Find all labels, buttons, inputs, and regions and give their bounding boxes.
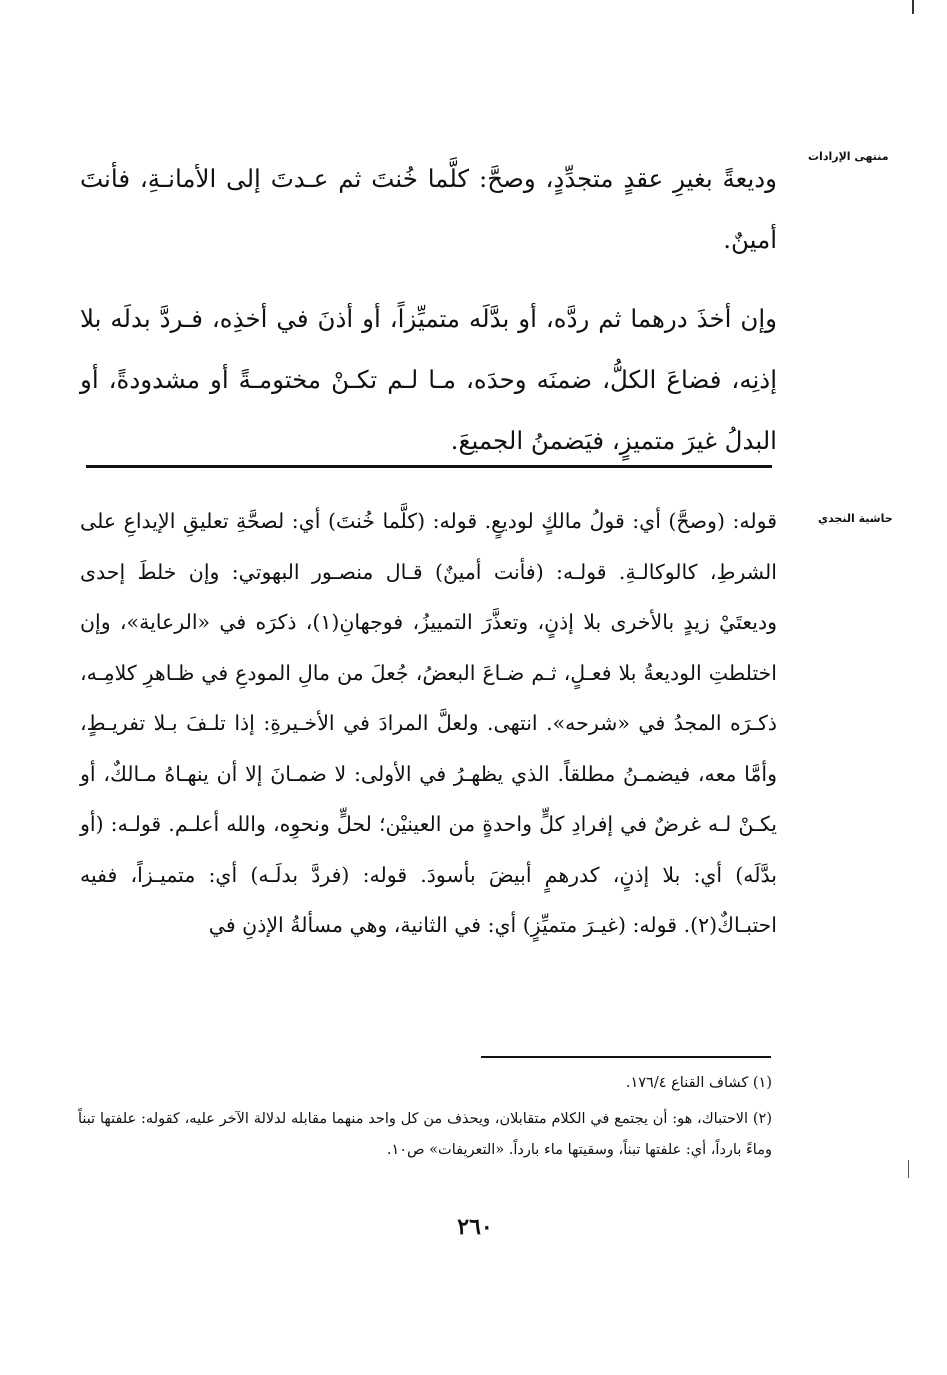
section-divider bbox=[86, 465, 772, 468]
matn-text-block bbox=[80, 148, 777, 471]
scan-edge-mark bbox=[912, 0, 914, 14]
page-number: ٢٦٠ bbox=[457, 1214, 493, 1240]
footnote-2: (٢) الاحتباك، هو: أن يجتمع في الكلام متقابلان، ويحذف من كل واحد منهما مقابله لدلالة الآخر عليه، كقوله: علفتها تبناً وماءً بارداً، أي: علفتها تبناً، وسقيتها ماء بارداً. «التعريفات» ص١٠. bbox=[78, 1111, 772, 1158]
footnotes-block bbox=[78, 1068, 772, 1166]
matn-paragraph-2: وإن أخذَ درهما ثم ردَّه، أو بدَّلَه متميِّزاً، أو أذنَ في أخذِه، فـردَّ بدلَه بلا إذنِه، فضاعَ الكلُّ، ضمنَه وحدَه، مـا لـم تكـنْ مختومـةً أو مشدودةً، أو البدلُ غيرَ متميزٍ، فيَضمنُ الجميعَ. bbox=[80, 304, 777, 455]
side-label-matn: منتهى الإرادات bbox=[808, 150, 889, 163]
matn-paragraph-1: وديعةً بغيرِ عقدٍ متجدِّدٍ، وصحَّ: كلَّما خُنتَ ثم عـدتَ إلى الأمانـةِ، فأنتَ أمينٌ. bbox=[80, 164, 777, 254]
hashiya-paragraph: قوله: (وصحَّ) أي: قولُ مالكٍ لوديعٍ. قوله: (كلَّما خُنتَ) أي: لصحَّةِ تعليقِ الإيداعِ على الشرطِ، كالوكالـةِ. قولـه: (فأنت أمينٌ) قـال منصـور البهوتي: وإن خلطَ إحدى وديعتَيْ زيدٍ بالأخرى بلا إذنٍ، وتعذَّرَ التمييزُ، فوجهانِ(١)، ذكرَه في «الرعاية»، وإن اختلطتِ الوديعةُ بلا فعـلٍ، ثـم ضـاعَ البعضُ، جُعلَ من مالِ المودعِ في ظـاهرِ كلامِـه، ذكـرَه المجدُ في «شرحه». انتهى. ولعلَّ المرادَ في الأخـيرةِ: إذا تلـفَ بـلا تفريـطٍ، وأمَّا معه، فيضمـنُ مطلقاً. الذي يظهـرُ في الأولى: لا ضمـانَ إلا أن ينهـاهُ مـالكٌ، أو يكـنْ لـه غرضٌ في إفرادِ كلٍّ واحدةٍ من العينيْن؛ لحلٍّ ونحوِه، والله أعلـم. قولـه: (أو بدَّلَه) أي: بلا إذنٍ، كدرهمٍ أبيضَ بأسودَ. قوله: (فردَّ بدلَـه) أي: متميـزاً، ففيه احتبـاكٌ(٢). قوله: (غيـرَ متميِّزٍ) أي: في الثانية، وهي مسألةُ الإذنِ في bbox=[80, 509, 777, 937]
footnote-1: (١) كشاف القناع ١٧٦/٤. bbox=[625, 1075, 772, 1091]
hashiya-text-block bbox=[80, 496, 777, 951]
side-label-hashiya: حاشية النجدي bbox=[818, 512, 893, 525]
scan-edge-mark-lower bbox=[908, 1160, 909, 1178]
footnote-divider bbox=[481, 1056, 771, 1058]
